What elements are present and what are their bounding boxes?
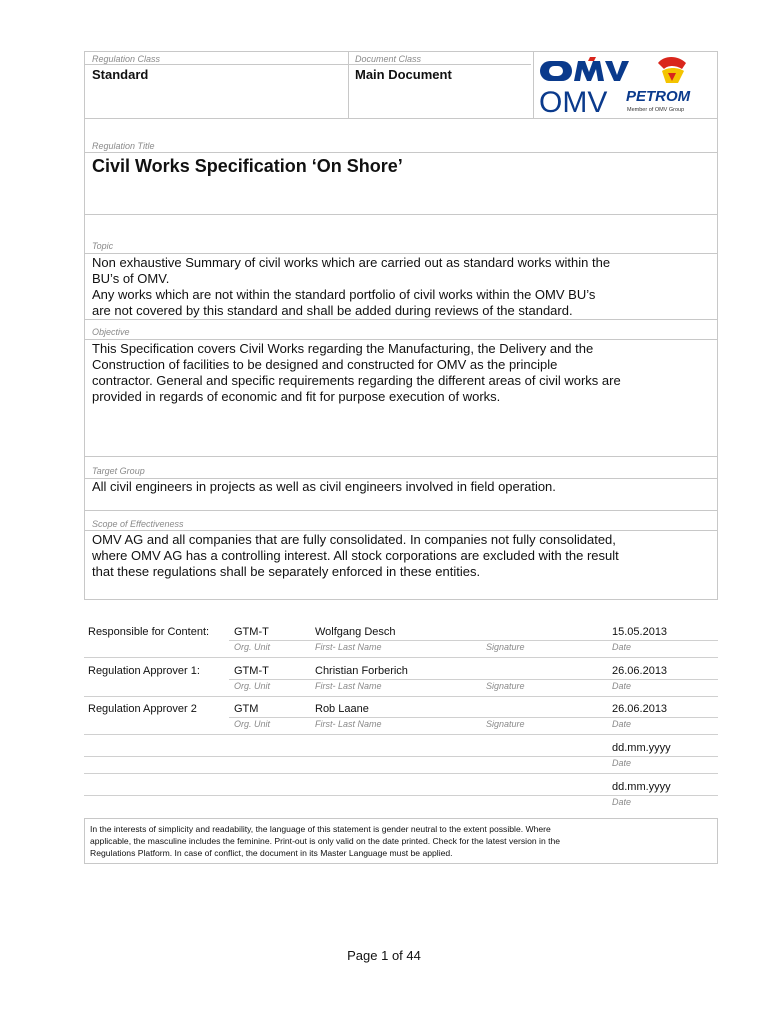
name-label: First- Last Name bbox=[315, 642, 382, 652]
row-divider bbox=[229, 640, 718, 641]
disclaimer-line: In the interests of simplicity and readability, the language of this statement is gender neutral to the extent possible. Where bbox=[90, 824, 551, 834]
row-divider bbox=[84, 795, 718, 796]
org-unit-label: Org. Unit bbox=[234, 681, 271, 691]
regulation-class-value: Standard bbox=[92, 67, 149, 82]
document-class-value: Main Document bbox=[355, 67, 452, 82]
page-number: Page 1 of 44 bbox=[347, 948, 421, 963]
column-divider bbox=[348, 52, 349, 118]
date-value: 15.05.2013 bbox=[612, 626, 668, 638]
row-divider bbox=[85, 118, 717, 119]
name-label: First- Last Name bbox=[315, 719, 382, 729]
topic-line: Non exhaustive Summary of civil works which are carried out as standard works within the bbox=[92, 255, 611, 270]
objective-line: Construction of facilities to be designed and constructed for OMV as the principle bbox=[92, 357, 558, 372]
row-divider bbox=[84, 756, 718, 757]
objective-line: contractor. General and specific requirements regarding the different areas of civil works are bbox=[92, 373, 621, 388]
date-label: Date bbox=[612, 719, 632, 729]
signature-row bbox=[84, 775, 718, 814]
target-group-label: Target Group bbox=[92, 466, 145, 476]
objective-label: Objective bbox=[92, 327, 130, 337]
org-unit-value: GTM-T bbox=[234, 626, 269, 638]
objective-text bbox=[92, 341, 712, 405]
date-label: Date bbox=[612, 797, 632, 807]
regulation-title-value: Civil Works Specification ‘On Shore’ bbox=[92, 156, 403, 176]
petrom-wordmark: PETROM bbox=[626, 88, 691, 105]
scope-label: Scope of Effectiveness bbox=[92, 519, 184, 529]
name-value: Christian Forberich bbox=[315, 665, 408, 677]
org-unit-label: Org. Unit bbox=[234, 642, 271, 652]
name-label: First- Last Name bbox=[315, 681, 382, 691]
scope-line: OMV AG and all companies that are fully consolidated. In companies not fully consolidated, bbox=[92, 532, 616, 547]
row-divider bbox=[229, 679, 718, 680]
row-divider bbox=[85, 510, 717, 511]
omv-mark-icon bbox=[540, 57, 629, 81]
member-of-omv-text: Member of OMV Group bbox=[627, 107, 685, 113]
omv-petrom-logo bbox=[538, 55, 714, 117]
scope-line: that these regulations shall be separately enforced in these entities. bbox=[92, 564, 481, 579]
target-group-value: All civil engineers in projects as well as civil engineers involved in field operation. bbox=[92, 479, 556, 494]
topic-line: are not covered by this standard and shall be added during reviews of the standard. bbox=[92, 303, 573, 318]
org-unit-value: GTM-T bbox=[234, 665, 269, 677]
regulation-class-label: Regulation Class bbox=[92, 54, 161, 64]
date-label: Date bbox=[612, 642, 632, 652]
row-divider bbox=[85, 530, 717, 531]
scope-text bbox=[92, 532, 712, 580]
role-label: Regulation Approver 1: bbox=[88, 665, 200, 677]
name-value: Rob Laane bbox=[315, 703, 369, 715]
petrom-mark-icon bbox=[658, 57, 686, 83]
date-value: 26.06.2013 bbox=[612, 703, 668, 715]
column-divider bbox=[533, 52, 534, 118]
row-divider bbox=[84, 657, 718, 658]
row-divider bbox=[85, 319, 717, 320]
role-label: Regulation Approver 2 bbox=[88, 703, 197, 715]
row-divider bbox=[84, 773, 718, 774]
date-label: Date bbox=[612, 681, 632, 691]
disclaimer-box bbox=[84, 818, 718, 864]
role-label: Responsible for Content: bbox=[88, 626, 210, 638]
omv-wordmark: OMV bbox=[539, 86, 608, 117]
signature-row bbox=[84, 736, 718, 775]
row-divider bbox=[85, 253, 717, 254]
signature-label: Signature bbox=[486, 642, 525, 652]
regulation-header-table bbox=[84, 51, 718, 600]
row-divider bbox=[84, 734, 718, 735]
signature-label: Signature bbox=[486, 681, 525, 691]
scope-line: where OMV AG has a controlling interest. All stock corporations are excluded with the result bbox=[92, 548, 619, 563]
date-value: 26.06.2013 bbox=[612, 665, 668, 677]
row-divider bbox=[85, 456, 717, 457]
disclaimer-line: applicable, the masculine includes the feminine. Print-out is only valid on the date printed. Check for the latest version in the bbox=[90, 836, 561, 846]
org-unit-value: GTM bbox=[234, 703, 259, 715]
org-unit-label: Org. Unit bbox=[234, 719, 271, 729]
regulation-title-label: Regulation Title bbox=[92, 141, 155, 151]
row-divider bbox=[229, 717, 718, 718]
topic-line: Any works which are not within the standard portfolio of civil works within the OMV BU’s bbox=[92, 287, 596, 302]
row-divider bbox=[85, 339, 717, 340]
name-value: Wolfgang Desch bbox=[315, 626, 396, 638]
row-divider bbox=[85, 214, 717, 215]
objective-line: This Specification covers Civil Works regarding the Manufacturing, the Delivery and the bbox=[92, 341, 594, 356]
topic-line: BU’s of OMV. bbox=[92, 271, 170, 286]
topic-label: Topic bbox=[92, 241, 114, 251]
row-divider bbox=[85, 64, 531, 65]
signature-row bbox=[84, 697, 718, 736]
objective-line: provided in regards of economic and fit for purpose execution of works. bbox=[92, 389, 501, 404]
document-class-label: Document Class bbox=[355, 54, 422, 64]
signature-row bbox=[84, 659, 718, 698]
date-value: dd.mm.yyyy bbox=[612, 742, 671, 754]
topic-text bbox=[92, 255, 712, 319]
row-divider bbox=[85, 152, 717, 153]
date-label: Date bbox=[612, 758, 632, 768]
disclaimer-line: Regulations Platform. In case of conflict, the document in its Master Language must be applied. bbox=[90, 848, 453, 858]
date-value: dd.mm.yyyy bbox=[612, 781, 671, 793]
signature-label: Signature bbox=[486, 719, 525, 729]
signature-row bbox=[84, 620, 718, 659]
